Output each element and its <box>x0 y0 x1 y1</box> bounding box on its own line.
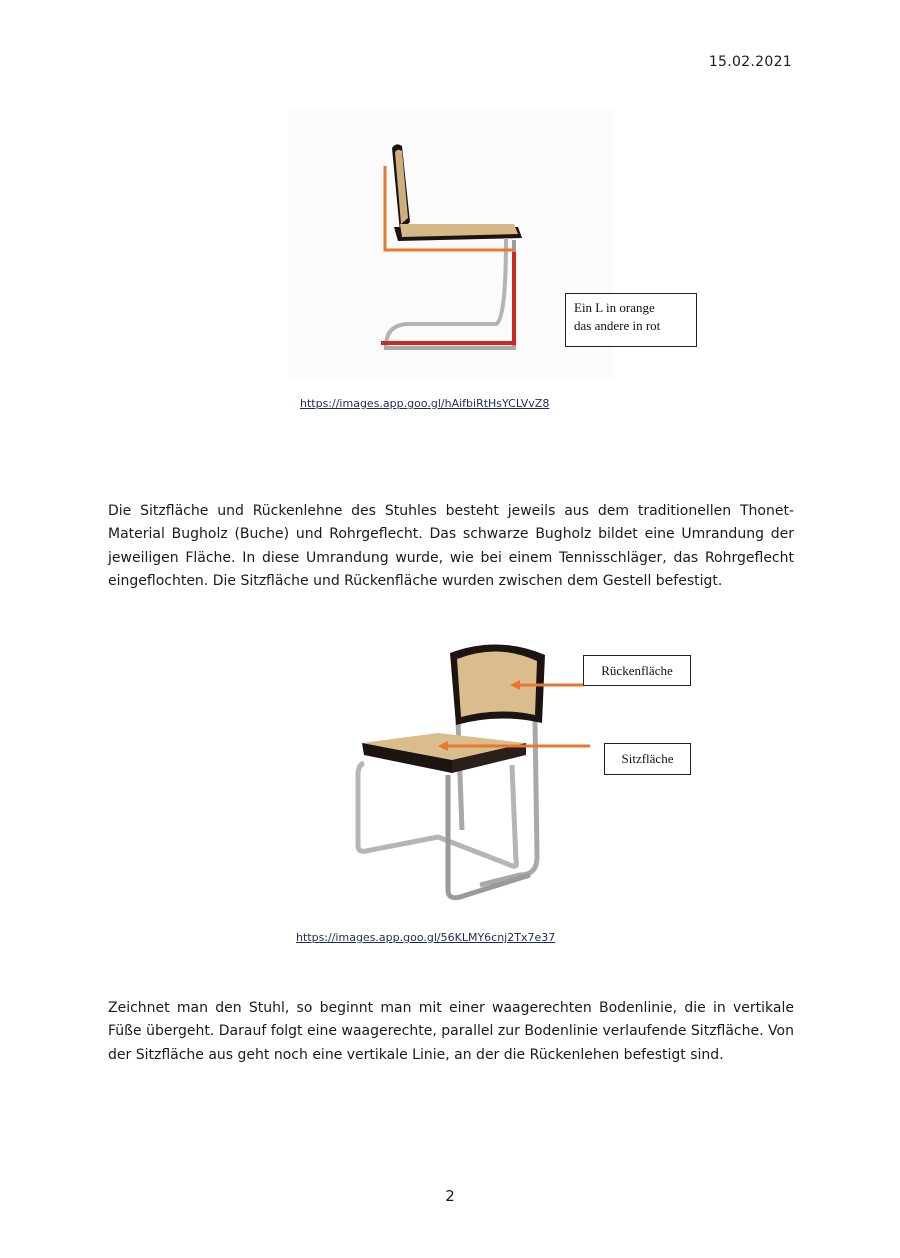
seat-callout: Sitzfläche <box>604 743 691 775</box>
callout-line-red: das andere in rot <box>574 318 661 333</box>
callout-line-orange: Ein L in orange <box>574 300 655 315</box>
document-date: 15.02.2021 <box>708 54 792 70</box>
source-link-2[interactable]: https://images.app.goo.gl/56KLMY6cnj2Tx7e37 <box>296 931 556 944</box>
page-number: 2 <box>445 1187 455 1205</box>
paragraph-material: Die Sitzfläche und Rückenlehne des Stuhles besteht jeweils aus dem traditionellen Thonet-Material Bugholz (Buche) und Rohrgeflecht. Das schwarze Bugholz bildet eine Umrandung der jeweiligen Fläche. In diese Umrandung wurde, wie bei einem Tennisschläger, das Rohrgeflecht eingeflochten. Die Sitzfläche und Rückenfläche wurden zwischen dem Gestell befestigt. <box>108 503 794 590</box>
backrest-callout: Rückenfläche <box>583 655 691 686</box>
paragraph-drawing: Zeichnet man den Stuhl, so beginnt man mit einer waagerechten Bodenlinie, die in vertikale Füße übergeht. Darauf folgt eine waagerechte, parallel zur Bodenlinie verlaufende Sitzfläche. Von der Sitzfläche aus geht noch eine vertikale Linie, an der die Rückenlehen befestigt sind. <box>108 1000 794 1063</box>
source-link-1[interactable]: https://images.app.goo.gl/hAifbiRtHsYCLVvZ8 <box>300 397 550 410</box>
l-color-callout <box>565 293 697 347</box>
chair-perspective-image <box>330 625 590 915</box>
